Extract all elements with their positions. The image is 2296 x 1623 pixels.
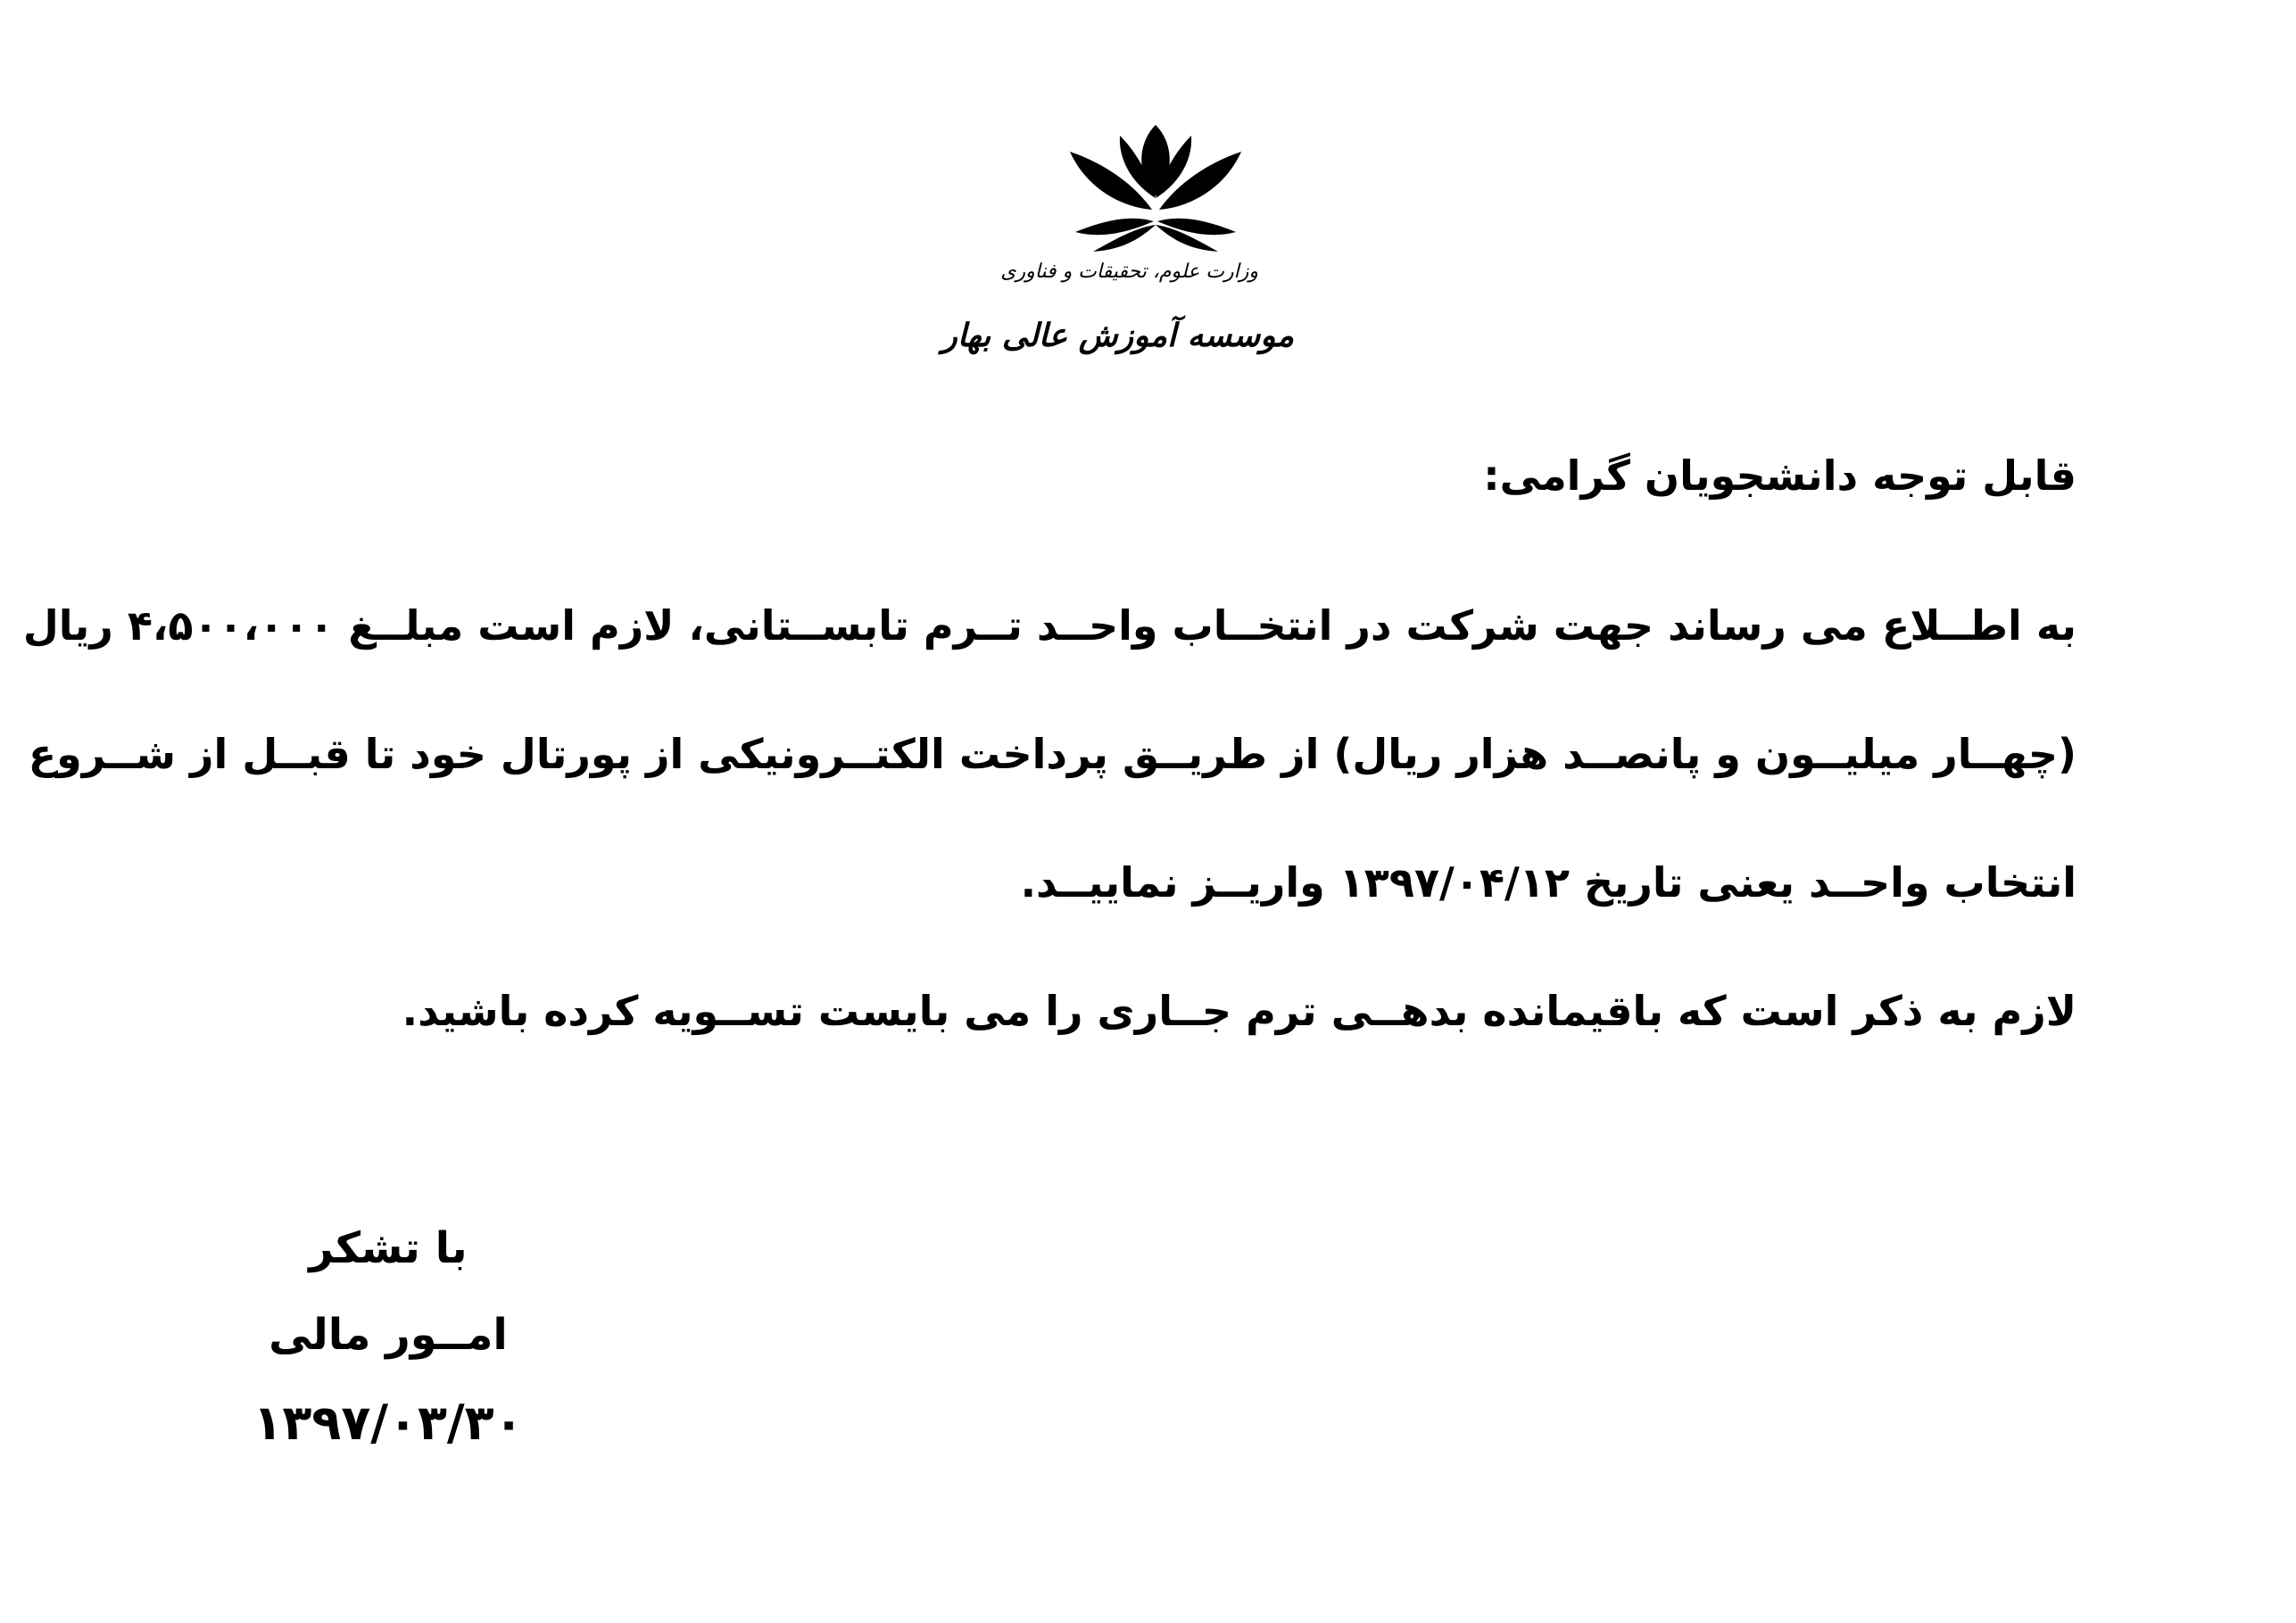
paragraph-line-3: انتخاب واحــد یعنی تاریخ ۱۳۹۷/۰۴/۱۲ واریــز نماییــد. [1020, 858, 2076, 907]
reminder-text: لازم به ذکر است که باقیمانده بدهــی ترم جــاری را می بایست تســویه کرده باشید. [402, 987, 2076, 1035]
notice-heading: قابل توجه دانشجویان گرامی: [1483, 451, 2076, 500]
lotus-logo-icon [1066, 125, 1245, 259]
signature-date: ۱۳۹۷/۰۳/۳۰ [253, 1395, 524, 1451]
paragraph-line-1: به اطــلاع می رساند جهت شرکت در انتخــاب واحــد تــرم تابســتانی، لازم است مبلــغ ۴،۵۰۰،۰۰۰ ریال [22, 601, 2076, 650]
signature-department: امــور مالی [269, 1310, 508, 1360]
letterhead [941, 125, 1294, 366]
institute-name: موسسه آموزش عالی بهار [941, 317, 1294, 354]
signature-closing: با تشکر [309, 1223, 468, 1273]
paragraph-line-2: (چهــار میلیــون و پانصــد هزار ریال) از طریــق پرداخت الکتــرونیکی از پورتال خود تا قبــل از شــروع [28, 730, 2076, 778]
ministry-name: وزارت علوم، تحقیقات و فناوری [1000, 261, 1258, 283]
